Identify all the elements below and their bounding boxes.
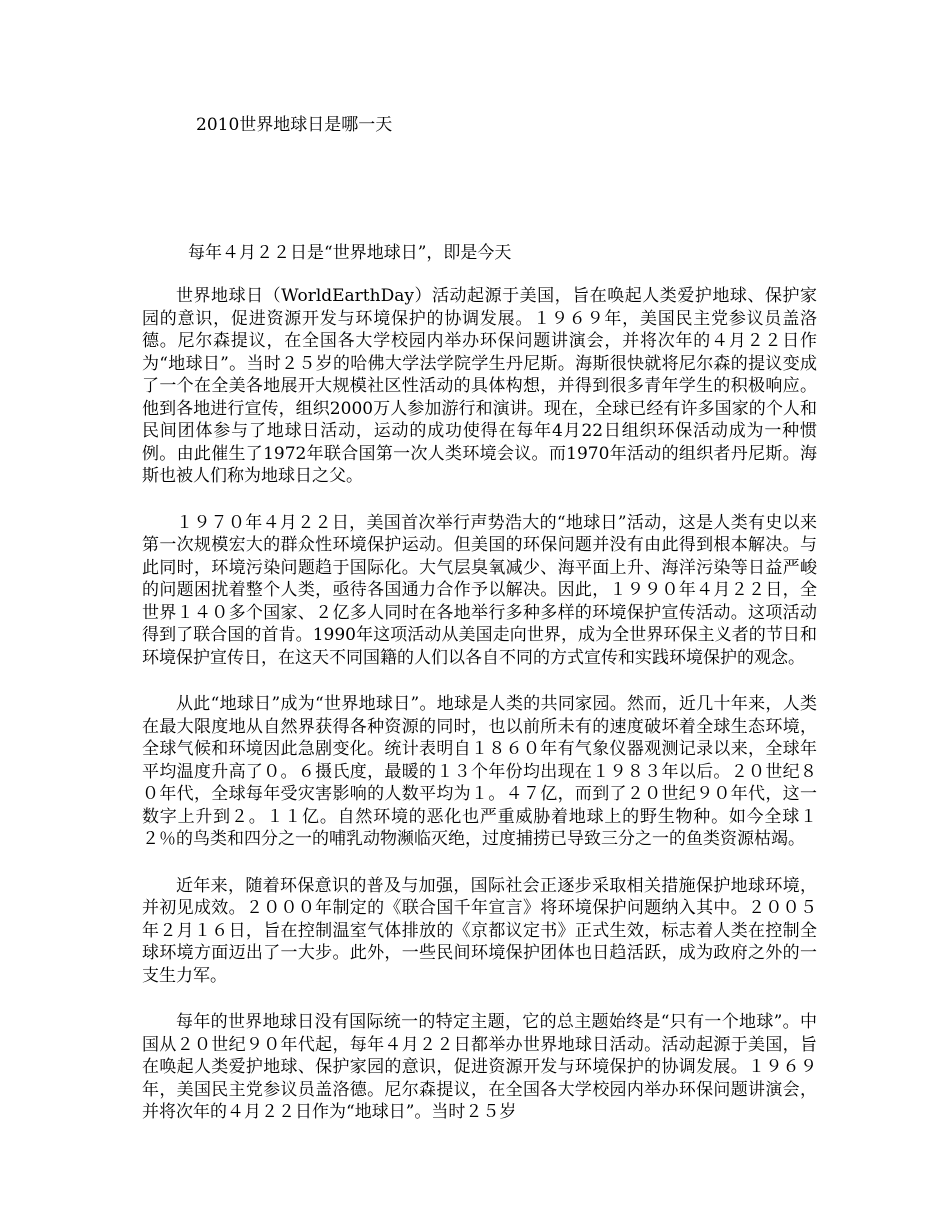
document-subtitle: 每年４月２２日是“世界地球日”，即是今天 (188, 243, 512, 263)
document-title: 2010世界地球日是哪一天 (196, 115, 393, 135)
paragraph-theme: 每年的世界地球日没有国际统一的特定主题，它的总主题始终是“只有一个地球”。中国从２０世纪９０年代起，每年４月２２日都举办世界地球日活动。活动起源于美国，旨在唤起人类爱护地球、保护家园的意识，促进资源开发与环境保护的协调发展。１９６９年，美国民主党参议员盖洛德。尼尔森提议，在全国各大学校园内举办环保问题讲演会，并将次年的４月２２日作为“地球日”。当时２５岁 (142, 1012, 817, 1122)
paragraph-environment: 从此“地球日”成为“世界地球日”。地球是人类的共同家园。然而，近几十年来，人类在最大限度地从自然界获得各种资源的同时，也以前所未有的速度破坏着全球生态环境，全球气候和环境因此急剧变化。统计表明自１８６０年有气象仪器观测记录以来，全球年平均温度升高了０。６摄氏度，最暖的１３个年份均出现在１９８３年以后。２０世纪８０年代，全球每年受灾害影响的人数平均为１。４７亿，而到了２０世纪９０年代，这一数字上升到２。１１亿。自然环境的恶化也严重威胁着地球上的野生物种。如今全球１２％的鸟类和四分之一的哺乳动物濒临灭绝，过度捕捞已导致三分之一的鱼类资源枯竭。 (142, 694, 817, 849)
paragraph-1970: １９７０年４月２２日，美国首次举行声势浩大的“地球日”活动，这是人类有史以来第一次规模宏大的群众性环境保护运动。但美国的环保问题并没有由此得到根本解决。与此同时，环境污染问题趋于国际化。大气层臭氧减少、海平面上升、海洋污染等日益严峻的问题困扰着整个人类，亟待各国通力合作予以解决。因此，１９９０年４月２２日，全世界１４０多个国家、２亿多人同时在各地举行多种多样的环境保护宣传活动。这项活动得到了联合国的首肯。1990年这项活动从美国走向世界，成为全世界环保主义者的节日和环境保护宣传日，在这天不同国籍的人们以各自不同的方式宣传和实践环境保护的观念。 (142, 512, 817, 668)
document-body (142, 285, 817, 1148)
paragraph-recent-years: 近年来，随着环保意识的普及与加强，国际社会正逐步采取相关措施保护地球环境，并初见成效。２０００年制定的《联合国千年宣言》将环境保护问题纳入其中。２００５年２月１６日，旨在控制温室气体排放的《京都议定书》正式生效，标志着人类在控制全球环境方面迈出了一大步。此外，一些民间环境保护团体也日趋活跃，成为政府之外的一支生力军。 (142, 875, 817, 986)
paragraph-origin: 世界地球日（WorldEarthDay）活动起源于美国，旨在唤起人类爱护地球、保护家园的意识，促进资源开发与环境保护的协调发展。１９６９年，美国民主党参议员盖洛德。尼尔森提议，在全国各大学校园内举办环保问题讲演会，并将次年的４月２２日作为“地球日”。当时２５岁的哈佛大学法学院学生丹尼斯。海斯很快就将尼尔森的提议变成了一个在全美各地展开大规模社区性活动的具体构想，并得到很多青年学生的积极响应。他到各地进行宣传，组织2000万人参加游行和演讲。现在，全球已经有许多国家的个人和民间团体参与了地球日活动，运动的成功使得在每年4月22日组织环保活动成为一种惯例。由此催生了1972年联合国第一次人类环境会议。而1970年活动的组织者丹尼斯。海斯也被人们称为地球日之父。 (142, 286, 817, 486)
